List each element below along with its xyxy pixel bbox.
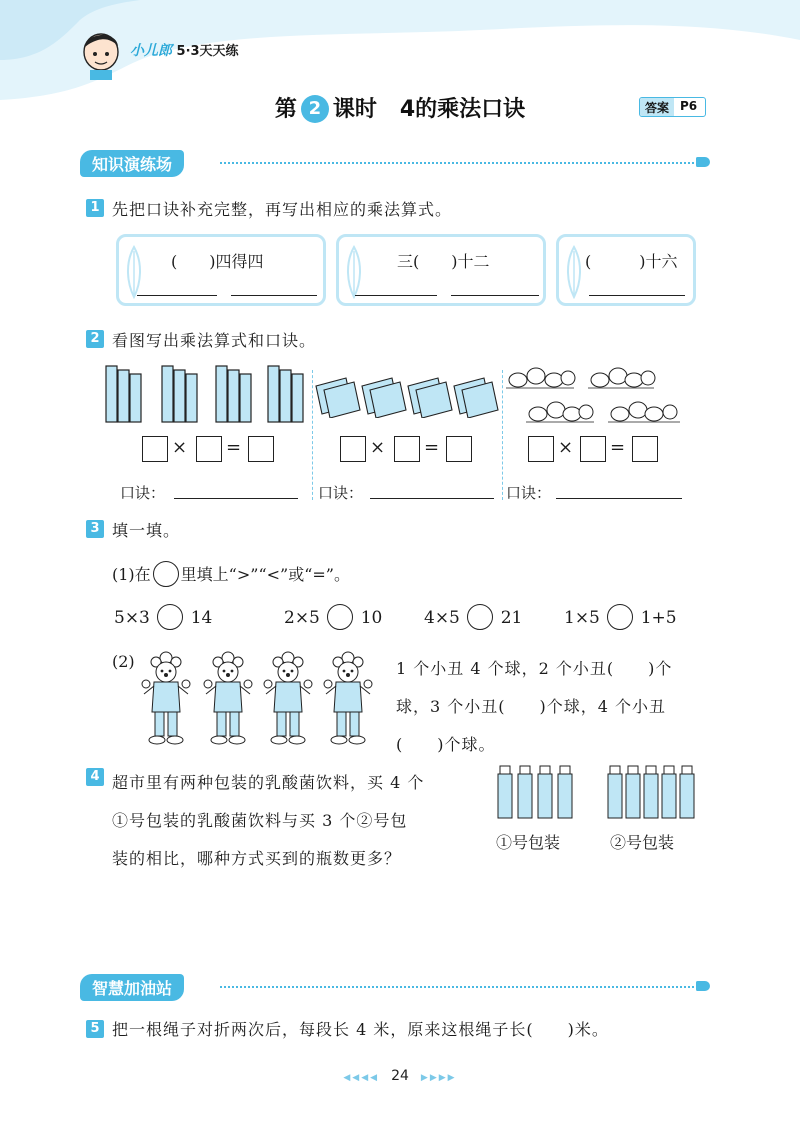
answer-line[interactable] (137, 295, 217, 296)
times-sign: × (558, 437, 574, 458)
books-illustration (104, 364, 304, 426)
answer-box[interactable] (142, 436, 168, 462)
q4-line: ①号包装的乳酸菌饮料与买 3 个②号包 (112, 811, 408, 830)
answer-reference (639, 97, 706, 117)
times-sign: × (370, 437, 386, 458)
brand-series: 5·3天天练 (176, 44, 239, 59)
koujue-label: 口诀： (120, 484, 166, 502)
expr-left: 2×5 (284, 608, 320, 628)
right-arrows-icon: ▶▶▶▶ (420, 1073, 457, 1083)
answer-box[interactable] (632, 436, 658, 462)
answer-label: 答案 (640, 98, 674, 116)
page-number: 24 (391, 1068, 409, 1084)
q3-part2-text (396, 650, 672, 764)
circle-blank (153, 561, 179, 587)
compare-expression (284, 604, 382, 630)
q1-item-2: 三( )十二 (397, 252, 490, 271)
question-1-text: 先把口诀补充完整，再写出相应的乘法算式。 (112, 200, 453, 219)
answer-line[interactable] (174, 498, 298, 499)
page-footer (0, 1068, 800, 1084)
lesson-number-badge: 2 (301, 95, 329, 123)
divider (502, 370, 503, 500)
expr-right: 10 (360, 608, 383, 628)
compare-circle[interactable] (327, 604, 353, 630)
answer-box[interactable] (196, 436, 222, 462)
question-number-2: 2 (86, 330, 104, 348)
question-3-text: 填一填。 (112, 521, 181, 540)
times-sign: × (172, 437, 188, 458)
answer-box[interactable] (446, 436, 472, 462)
pack-2-label: ②号包装 (610, 833, 675, 852)
lesson-suffix: 课时 (332, 97, 377, 122)
divider (312, 370, 313, 500)
answer-box[interactable] (340, 436, 366, 462)
section-challenge-banner (80, 974, 184, 1000)
question-4-text (112, 764, 424, 878)
question-number-1: 1 (86, 199, 104, 217)
q1-box-1 (116, 234, 326, 306)
pack-1-bottles-illustration (494, 764, 586, 822)
brand (130, 40, 239, 60)
left-arrows-icon: ◀◀◀◀ (343, 1073, 380, 1083)
question-number-3: 3 (86, 520, 104, 538)
answer-page: P6 (680, 99, 698, 113)
q3-part2-line: 1 个小丑 4 个球，2 个小丑( )个 (396, 659, 673, 678)
birds-illustration (504, 366, 684, 428)
clowns-illustration (138, 648, 378, 746)
cards-illustration (314, 374, 502, 418)
question-2-text: 看图写出乘法算式和口诀。 (112, 331, 317, 350)
expr-right: 1+5 (640, 608, 677, 628)
leaf-decoration-icon (123, 243, 145, 299)
q3-part2-line: ( )个球。 (396, 735, 496, 754)
q1-item-3: ( )十六 (585, 252, 678, 271)
q1-box-3 (556, 234, 696, 306)
equals-sign: = (610, 437, 626, 458)
question-number-4: 4 (86, 768, 104, 786)
q1-box-2 (336, 234, 546, 306)
q3-part2-line: 球，3 个小丑( )个球，4 个小丑 (396, 697, 667, 716)
lesson-topic: 4的乘法口诀 (399, 97, 526, 122)
answer-line[interactable] (355, 295, 437, 296)
answer-box[interactable] (394, 436, 420, 462)
q1-item-1: ( )四得四 (171, 252, 264, 271)
pack-1-label: ①号包装 (496, 833, 561, 852)
lesson-prefix: 第 (274, 97, 297, 122)
compare-expression (564, 604, 677, 630)
section-challenge-title: 智慧加油站 (80, 974, 184, 1001)
expr-left: 4×5 (424, 608, 460, 628)
expr-left: 5×3 (114, 608, 150, 628)
answer-line[interactable] (589, 295, 685, 296)
q3-part1-a: (1)在 (112, 565, 151, 584)
section-practice-banner (80, 150, 184, 176)
koujue-label: 口诀： (318, 484, 364, 502)
compare-circle[interactable] (607, 604, 633, 630)
pencil-icon (696, 981, 710, 991)
expr-right: 21 (500, 608, 523, 628)
answer-box[interactable] (248, 436, 274, 462)
equals-sign: = (424, 437, 440, 458)
leaf-decoration-icon (343, 243, 365, 299)
equals-sign: = (226, 437, 242, 458)
pencil-icon (696, 157, 710, 167)
answer-box[interactable] (528, 436, 554, 462)
divider (220, 986, 698, 988)
answer-box[interactable] (580, 436, 606, 462)
q3-part1-b: 里填上“>”“<”或“=”。 (180, 565, 350, 584)
expr-right: 14 (190, 608, 213, 628)
expr-left: 1×5 (564, 608, 600, 628)
leaf-decoration-icon (563, 243, 585, 299)
section-practice-title: 知识演练场 (80, 150, 184, 177)
q3-part1-instruction (112, 561, 350, 587)
divider (220, 162, 698, 164)
q4-line: 超市里有两种包装的乳酸菌饮料，买 4 个 (112, 773, 425, 792)
answer-line[interactable] (370, 498, 494, 499)
pack-2-bottles-illustration (606, 764, 700, 822)
answer-line[interactable] (556, 498, 682, 499)
brand-name: 小儿郎 (130, 43, 172, 59)
q4-line: 装的相比，哪种方式买到的瓶数更多？ (112, 849, 402, 868)
koujue-label: 口诀： (506, 484, 552, 502)
question-number-5: 5 (86, 1020, 104, 1038)
answer-line[interactable] (451, 295, 539, 296)
compare-circle[interactable] (467, 604, 493, 630)
answer-line[interactable] (231, 295, 317, 296)
compare-expression (424, 604, 522, 630)
compare-circle[interactable] (157, 604, 183, 630)
question-5-text: 把一根绳子对折两次后，每段长 4 米，原来这根绳子长( )米。 (112, 1020, 609, 1039)
compare-expression (114, 604, 212, 630)
boy-mascot-icon (78, 28, 124, 80)
q3-part2-label: (2) (112, 652, 135, 671)
